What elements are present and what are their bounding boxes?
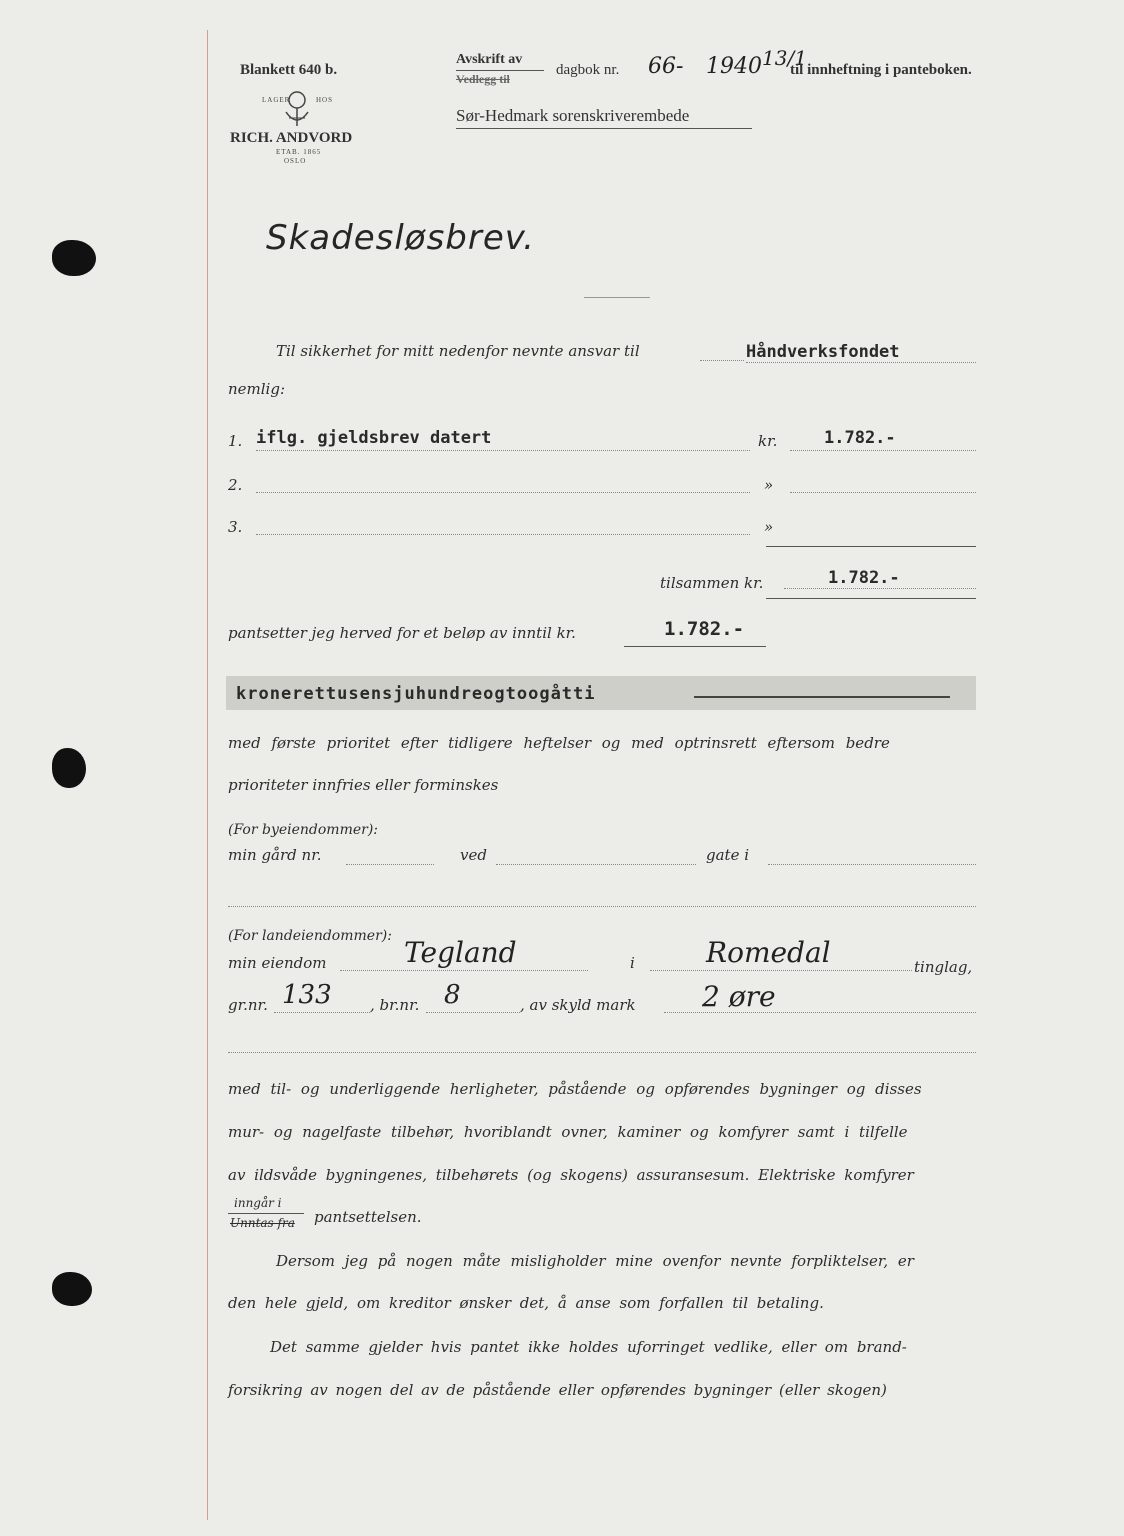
office-name: Sør-Hedmark sorenskriverembede xyxy=(456,106,690,125)
title-flourish xyxy=(584,297,650,298)
total-amount: 1.782.- xyxy=(828,568,900,588)
brnr-label: , br.nr. xyxy=(370,996,420,1014)
year: 1940 xyxy=(706,54,762,79)
dotted-line xyxy=(340,970,588,971)
office-underline xyxy=(456,128,752,129)
dotted-line xyxy=(790,492,976,493)
paragraph-1-line-3: av ildsvåde bygningenes, tilbehørets (og skogens) assuransesum. Elektriske komfyrer xyxy=(228,1166,914,1184)
paragraph-2-line-1: Dersom jeg på nogen måte misligholder mine ovenfor nevnte forpliktelser, er xyxy=(276,1252,914,1270)
pantsettelsen-label: pantsettelsen. xyxy=(314,1208,422,1226)
dotted-line xyxy=(256,534,750,535)
dotted-line xyxy=(228,1052,976,1053)
gard-label: min gård nr. xyxy=(228,846,322,864)
rural-property-heading: (For landeiendommer): xyxy=(228,928,392,944)
punch-hole xyxy=(52,240,96,276)
inngar-rule xyxy=(228,1213,304,1214)
grnr-value: 133 xyxy=(282,980,332,1010)
i-label: i xyxy=(630,954,635,972)
skyld-label: , av skyld mark xyxy=(520,996,636,1014)
dagbok-label: dagbok nr. xyxy=(556,62,620,78)
eiendom-label: min eiendom xyxy=(228,954,327,972)
city-property-heading: (For byeiendommer): xyxy=(228,822,379,838)
skyld-value: 2 øre xyxy=(702,980,776,1013)
paragraph-1-line-1: med til- og underliggende herligheter, påstående og opførendes bygninger og disses xyxy=(228,1080,922,1098)
creditor-name: Håndverksfondet xyxy=(746,342,900,362)
form-number: Blankett 640 b. xyxy=(240,62,338,78)
document-title: Skadesløsbrev. xyxy=(266,218,535,258)
dotted-line xyxy=(256,492,750,493)
avskrift-underline xyxy=(456,70,544,71)
dotted-line xyxy=(784,588,976,589)
publisher-city: OSLO xyxy=(284,157,307,165)
vedlegg-label: Vedlegg til xyxy=(456,72,510,86)
item-3-prefix: » xyxy=(764,518,774,536)
pledge-rule xyxy=(624,646,766,647)
pledge-amount: 1.782.- xyxy=(664,618,745,640)
intro-text: Til sikkerhet for mitt nedenfor nevnte ansvar til xyxy=(276,342,640,360)
grnr-label: gr.nr. xyxy=(228,996,268,1014)
dotted-line xyxy=(426,1012,520,1013)
ved-label: ved xyxy=(460,846,487,864)
total-rule xyxy=(766,598,976,599)
innheftning-label: til innheftning i panteboken. xyxy=(790,62,972,78)
item-2-number: 2. xyxy=(228,476,243,494)
publisher-hos: HOS xyxy=(316,96,334,104)
unntas-label: Unntas fra xyxy=(230,1216,295,1230)
brnr-value: 8 xyxy=(444,980,461,1010)
priority-line-1: med første prioritet efter tidligere heftelser og med optrinsrett eftersom bedre xyxy=(228,734,890,752)
subtotal-rule xyxy=(766,546,976,547)
inngar-label: inngår i xyxy=(234,1196,282,1210)
eiendom-value: Tegland xyxy=(404,936,517,969)
punch-hole xyxy=(52,748,86,788)
dagbok-number: 66- xyxy=(648,54,684,79)
dotted-line xyxy=(768,864,976,865)
item-1-prefix: kr. xyxy=(758,432,778,450)
margin-rule xyxy=(207,30,208,1520)
item-1-number: 1. xyxy=(228,432,243,450)
dotted-line xyxy=(228,906,976,907)
dotted-line xyxy=(700,360,744,361)
nemlig-label: nemlig: xyxy=(228,380,286,398)
dotted-line xyxy=(650,970,912,971)
publisher-etab: ETAB. 1865 xyxy=(276,148,322,156)
publisher-lager: LAGER xyxy=(262,96,291,104)
avskrift-label: Avskrift av xyxy=(456,52,523,67)
publisher-emblem-icon xyxy=(280,88,314,130)
amount-in-words: kronerettusensjuhundreogtoogåtti xyxy=(236,684,596,704)
paragraph-3-line-2: forsikring av nogen del av de påstående eller opførendes bygninger (eller skogen) xyxy=(228,1381,887,1399)
pledge-text: pantsetter jeg herved for et beløp av inntil kr. xyxy=(228,624,576,642)
paragraph-3-line-1: Det samme gjelder hvis pantet ikke holdes uforringet vedlike, eller om brand- xyxy=(270,1338,907,1356)
paragraph-2-line-2: den hele gjeld, om kreditor ønsker det, å anse som forfallen til betaling. xyxy=(228,1294,824,1312)
kommune-value: Romedal xyxy=(706,936,831,969)
dotted-line xyxy=(746,362,976,363)
tinglag-label: tinglag, xyxy=(914,958,973,976)
item-2-prefix: » xyxy=(764,476,774,494)
date-note: 13/1 xyxy=(762,46,807,70)
punch-hole xyxy=(52,1272,92,1306)
priority-line-2: prioriteter innfries eller forminskes xyxy=(228,776,499,794)
publisher-name: RICH. ANDVORD xyxy=(230,130,353,146)
dotted-line xyxy=(274,1012,370,1013)
paragraph-1-line-2: mur- og nagelfaste tilbehør, hvoriblandt ovner, kaminer og komfyrer samt i tilfelle xyxy=(228,1123,908,1141)
words-fill-rule xyxy=(694,696,950,698)
dotted-line xyxy=(790,450,976,451)
dotted-line xyxy=(496,864,696,865)
dotted-line xyxy=(346,864,434,865)
item-1-amount: 1.782.- xyxy=(824,428,896,448)
item-1-description: iflg. gjeldsbrev datert xyxy=(256,428,492,448)
item-3-number: 3. xyxy=(228,518,243,536)
gate-label: gate i xyxy=(706,846,750,864)
dotted-line xyxy=(256,450,750,451)
total-label: tilsammen kr. xyxy=(660,574,764,592)
dotted-line xyxy=(664,1012,976,1013)
